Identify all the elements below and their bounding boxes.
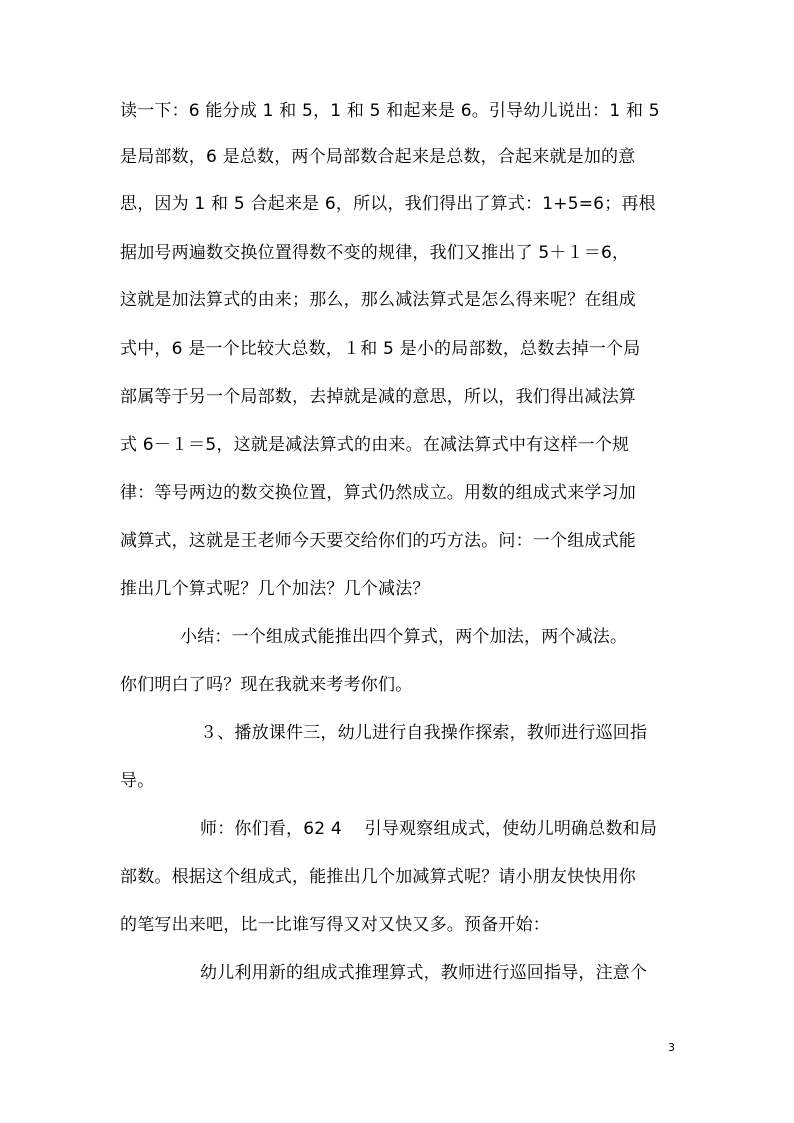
- paragraph-line: 部数。根据这个组成式，能推出几个加减算式呢？请小朋友快快用你: [120, 867, 636, 887]
- paragraph-line: 式 6－１＝5，这就是减法算式的由来。在减法算式中有这样一个规: [120, 435, 630, 455]
- paragraph-line: 导。: [120, 771, 155, 791]
- paragraph-line: 律：等号两边的数交换位置，算式仍然成立。用数的组成式来学习加: [120, 483, 636, 503]
- step-heading-line: ３、播放课件三，幼儿进行自我操作探索，教师进行巡回指: [200, 723, 648, 743]
- paragraph-line: 减算式，这就是王老师今天要交给你们的巧方法。问：一个组成式能: [120, 531, 636, 551]
- summary-line: 小结：一个组成式能推出四个算式，两个加法，两个减法。: [180, 627, 628, 647]
- paragraph-line: 的笔写出来吧，比一比谁写得又对又快又多。预备开始：: [120, 915, 550, 935]
- paragraph-line: 是局部数，6 是总数，两个局部数合起来是总数，合起来就是加的意: [120, 147, 636, 167]
- teacher-speech-line: 师：你们看，62 4 引导观察组成式，使幼儿明确总数和局: [200, 819, 658, 839]
- paragraph-line: 式中，6 是一个比较大总数，１和 5 是小的局部数，总数去掉一个局: [120, 339, 641, 359]
- paragraph-line: 部属等于另一个局部数，去掉就是减的意思，所以，我们得出减法算: [120, 387, 636, 407]
- paragraph-line: 你们明白了吗？现在我就来考考你们。: [120, 675, 413, 695]
- paragraph-line: 这就是加法算式的由来；那么，那么减法算式是怎么得来呢？在组成: [120, 290, 636, 310]
- paragraph-line: 思，因为 1 和 5 合起来是 6，所以，我们得出了算式：1+5=6；再根: [120, 194, 656, 214]
- page-number: 3: [668, 1041, 675, 1054]
- paragraph-line: 推出几个算式呢？几个加法？几个减法？: [120, 579, 430, 599]
- paragraph-line: 幼儿利用新的组成式推理算式，教师进行巡回指导，注意个: [200, 963, 648, 983]
- paragraph-line: 读一下：6 能分成 1 和 5，1 和 5 和起来是 6。引导幼儿说出：1 和 5: [120, 101, 660, 121]
- paragraph-line: 据加号两遍数交换位置得数不变的规律，我们又推出了 5＋１＝6，: [120, 243, 630, 263]
